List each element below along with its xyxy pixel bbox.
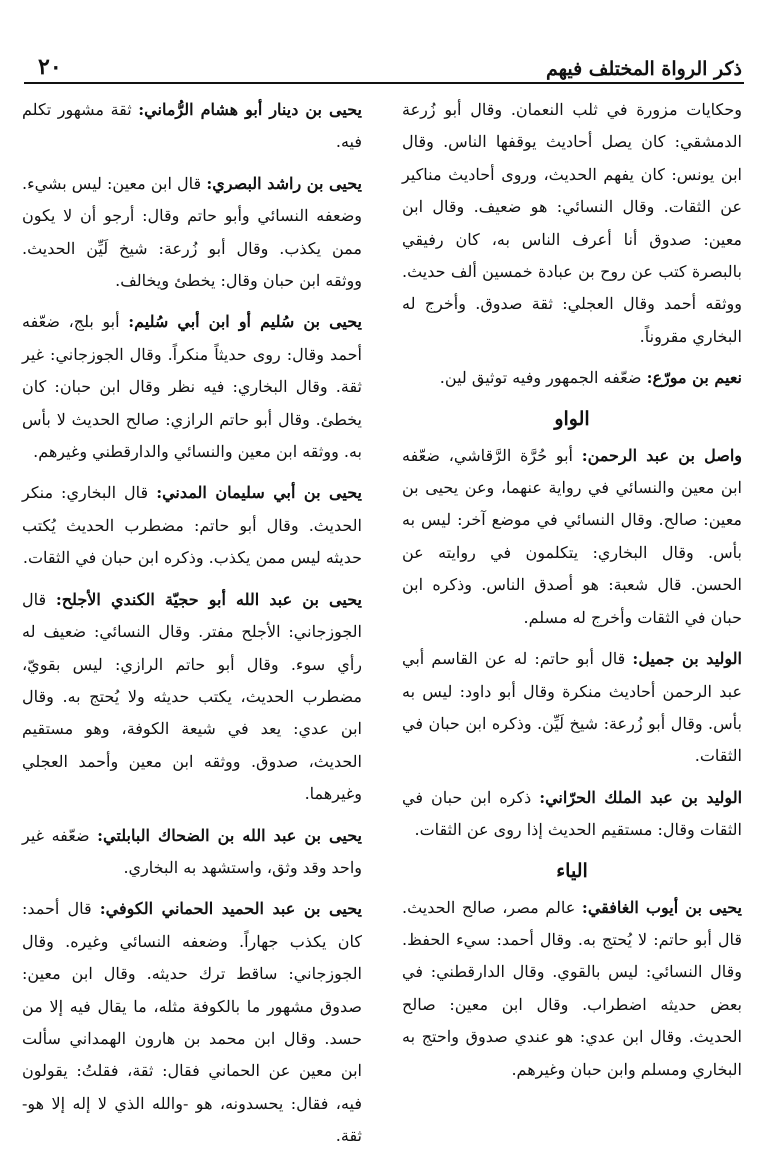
- entry-yahya-madani: [22, 477, 362, 574]
- entry-wasil: [402, 440, 742, 634]
- entry-yahya-ajlah: [22, 584, 362, 811]
- entry-yahya-dinar: [22, 94, 362, 159]
- entry-name: يحيى بن عبد الحميد الحماني الكوفي:: [99, 899, 363, 919]
- entry-yahya-ayyub: [402, 892, 742, 1086]
- right-column: [402, 94, 742, 1095]
- entry-name: الوليد بن عبد الملك الحرّاني:: [539, 787, 743, 807]
- entry-text: أبو بلج، ضعّفه أحمد وقال: روى حديثاً منكراً. وقال الجوزجاني: غير ثقة. وقال البخاري: فيه نظر وقال ابن حبان: كان يخطئ. وقال أبو حاتم الرازي: صالح الحديث لا بأس به. ووثقه ابن معين والنسائي والدارقطني وغيرهم.: [22, 312, 362, 462]
- entry-name: يحيى بن سُليم أو ابن أبي سُليم:: [128, 312, 363, 332]
- page-header: [24, 52, 744, 84]
- entry-text: ضعّفه الجمهور وفيه توثيق لين.: [439, 368, 647, 388]
- entry-name: الوليد بن جميل:: [632, 649, 742, 669]
- entry-yahya-rashid: [22, 168, 362, 298]
- entry-name: نعيم بن مورّع:: [646, 368, 742, 388]
- running-title: ذكر الرواة المختلف فيهم: [545, 58, 742, 80]
- section-heading-ya: الياء: [556, 859, 588, 882]
- entry-text: قال الجوزجاني: الأجلح مفتر. وقال النسائي: ضعيف له رأي سوء. وقال أبو حاتم الرازي: ليس بقويّ، مضطرب الحديث، يكتب حديثه ولا يُحتج به. وقال ابن عدي: يعد في شيعة الكوفة، وهو مستقيم الحديث، صدوق. ووثقه ابن معين وأحمد العجلي وغيرهما.: [22, 589, 362, 804]
- entry-text: قال ابن معين: ليس بشيء. وضعفه النسائي وأبو حاتم وقال: أرجو أن لا يكون ممن يكذب. وقال أبو زُرعة: شيخ لَيِّن الحديث. ووثقه ابن حبان وقال: يخطئ ويخالف.: [22, 173, 362, 291]
- entry-name: يحيى بن أيوب الغافقي:: [581, 897, 743, 917]
- entry-name: يحيى بن راشد البصري:: [206, 173, 362, 193]
- entry-name: يحيى بن عبد الله بن الضحاك البابلتي:: [97, 825, 363, 845]
- entry-name: واصل بن عبد الرحمن:: [581, 445, 742, 465]
- entry-name: يحيى بن عبد الله أبو حجيّة الكندي الأجلح:: [55, 589, 363, 609]
- section-heading-waw: الواو: [554, 407, 590, 430]
- entry-text: عالم مصر، صالح الحديث. قال أبو حاتم: لا يُحتج به. وقال أحمد: سيء الحفظ. وقال النسائي: ليس بالقوي. وقال الدارقطني: في بعض حديثه اضطراب. وقال ابن معين: صالح الحديث. وقال ابن عدي: هو عندي صدوق واحتج به البخاري ومسلم وابن حبان وغيرهم.: [402, 897, 742, 1079]
- entry-yahya-sulaym: [22, 306, 362, 468]
- entry-yahya-babalti: [22, 820, 362, 885]
- entry-name: يحيى بن دينار أبو هشام الرُّماني:: [138, 100, 362, 119]
- continuation-paragraph: وحكايات مزورة في ثلب النعمان. وقال أبو زُرعة الدمشقي: كان يصل أحاديث يوقفها الناس. وقال ابن يونس: كان يفهم الحديث، وروى أحاديث مناكير عن الثقات. وقال النسائي: هو ضعيف. وقال ابن معين: صدوق أنا أعرف الناس به، كان رفيقي بالبصرة كتب عن روح بن عبادة خمسين ألف حديث. ووثقه أحمد وقال العجلي: ثقة صدوق. وأخرج له البخاري مقروناً.: [402, 100, 742, 346]
- entry-text: قال أحمد: كان يكذب جهاراً. وضعفه النسائي وغيره. وقال الجوزجاني: ساقط ترك حديثه. وقال ابن معين: صدوق مشهور ما بالكوفة مثله، ما يقال فيه إلا من حسد. وقال ابن محمد بن هارون الهمداني سألت ابن معين عن الحماني فقال: ثقة، فقلتُ: يقولون فيه، فقال: يحسدونه، هو -والله الذي لا إله إلا هو- ثقة.: [22, 899, 362, 1146]
- entry-waleed-harrani: [402, 782, 742, 847]
- entry-text: ذكره ابن حبان في الثقات وقال: مستقيم الحديث إذا روى عن الثقات.: [402, 787, 742, 840]
- entry-text: قال أبو حاتم: له عن القاسم أبي عبد الرحمن أحاديث منكرة وقال أبو داود: ليس به بأس. وقال أبو زُرعة: شيخ لَيِّن. وذكره ابن حبان في الثقات.: [402, 649, 742, 766]
- entry-text: ثقة مشهور تكلم فيه.: [22, 100, 362, 152]
- entry-name: يحيى بن أبي سليمان المدني:: [156, 483, 362, 503]
- entry-text: أبو حُرَّة الرَّقاشي، ضعّفه ابن معين والنسائي في رواية عنهما، وعن يحيى بن معين: صالح. وقال النسائي في موضع آخر: ليس به بأس. وقال البخاري: يتكلمون في روايته عن الحسن. قال شعبة: هو أصدق الناس. وذكره ابن حبان في الثقات وأخرج له مسلم.: [402, 445, 742, 627]
- entry-text: قال البخاري: منكر الحديث. وقال أبو حاتم: مضطرب الحديث يُكتب حديثه ليس ممن يكذب. وذكره ابن حبان في الثقات.: [22, 483, 362, 568]
- page-number: ٢٠: [38, 54, 62, 80]
- entry-yahya-himmani: [22, 893, 362, 1152]
- entry-naeem: [402, 362, 742, 394]
- left-column: [22, 94, 362, 1162]
- entry-waleed-jameel: [402, 643, 742, 773]
- entry-text: ضعّفه غير واحد وقد وثق، واستشهد به البخاري.: [22, 825, 362, 877]
